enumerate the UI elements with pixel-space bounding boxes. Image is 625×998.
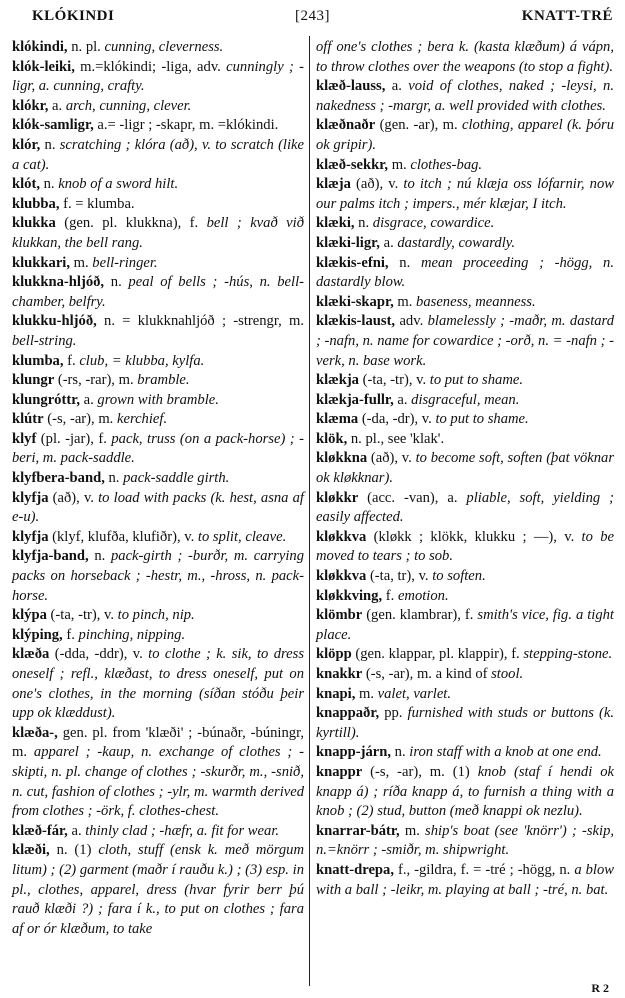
entry-definition: bell-string. [12,332,77,349]
signature-mark: R 2 [591,981,609,995]
header-left-guideword: KLÓKINDI [32,8,115,24]
entry-definition: kerchief. [116,411,168,428]
entry-headword: kløkkva [316,568,367,585]
dictionary-entry [316,822,614,861]
entry-grammar: n. [39,176,59,193]
dictionary-entry [316,587,614,607]
entry-headword: klókr, [12,97,49,114]
entry-definition: dastardly, cowardly. [397,234,516,251]
entry-grammar: (gen. klambrar), f. [362,607,478,624]
entry-headword: klungr [12,372,55,389]
entry-headword: klæði, [12,842,50,859]
dictionary-entry [316,156,614,176]
dictionary-entry [316,704,614,743]
entry-headword: knatt-drepa, [316,861,394,878]
entry-headword: klubba, [12,195,60,212]
dictionary-entry [316,685,614,705]
dictionary-entry [12,312,304,351]
entry-definition: club, = klubba, kylfa. [79,352,205,369]
entry-grammar: (acc. -van), a. [358,489,467,506]
entry-grammar: (kløkk ; klökk, klukku ; —), v. [366,528,582,545]
entry-grammar: (gen. -ar), m. [375,117,462,134]
entry-grammar: m. [393,293,417,310]
entry-grammar: m. [399,822,426,839]
entry-definition: to load with packs (k. hest, asna af e-u). [12,489,304,526]
entry-definition: furnished with studs or buttons (k. kyrtill). [316,705,614,741]
entry-headword: klæki, [316,215,355,232]
dictionary-entry [316,391,614,411]
entry-definition: blamelessly ; -maðr, m. dastard ; -nafn, n. name for cowardice ; -orð, n. = -nafn ; -verk, n. base work. [316,313,614,369]
entry-definition: to put to shame. [429,372,524,389]
entry-headword: klyfja-band, [12,548,89,565]
dictionary-entry [316,743,614,763]
dictionary-entry [12,195,304,215]
entry-headword: klót, [12,176,40,193]
entry-definition: bell ; kvað við klukkan, the bell rang. [12,215,304,251]
entry-grammar: a. [79,391,98,408]
entry-headword: knakkr [316,666,363,682]
entry-definition: smith's vice, fig. a tight place. [316,607,614,643]
entry-grammar: pp. [379,705,408,722]
entry-headword: klækja-fullr, [316,391,394,408]
dictionary-entry [12,528,304,548]
entry-definition: disgraceful, mean. [411,391,520,408]
dictionary-entry [316,234,614,254]
entry-grammar: (-s, -ar), m. [43,411,117,428]
entry-headword: klöpp [316,646,352,663]
dictionary-entry [316,371,614,391]
entry-headword: klukku-hljóð, [12,313,97,330]
dictionary-entry [316,175,614,214]
entry-headword: klukka [12,215,56,232]
dictionary-entry [12,547,304,606]
entry-definition: to soften. [432,568,486,585]
entry-grammar: (að), v. [367,450,416,467]
dictionary-entry [12,724,304,822]
entry-headword: klýpa [12,607,47,624]
entry-headword: knarrar-bátr, [316,822,400,839]
entry-grammar: n. [391,744,410,761]
dictionary-entry [12,273,304,312]
entry-definition: cunningly ; -ligr, a. cunning, crafty. [12,58,304,95]
dictionary-entry [316,410,614,430]
entry-headword: klumba, [12,352,64,369]
dictionary-entry [316,293,614,313]
entry-headword: klyfbera-band, [12,470,105,487]
entry-headword: klæki-skapr, [316,293,394,310]
entry-grammar: (-ta, tr), v. [366,568,433,585]
entry-headword: knapi, [316,685,356,702]
entry-definition: apparel ; -kaup, n. exchange of clothes ; -skipti, n. pl. change of clothes ; -skurðr, m., -snið, n. cut, fashion of clothes ; -ylr, m. warmth derived from clothes ; -örk, f. clothes-chest. [12,744,304,820]
entry-definition: clothes-bag. [410,156,483,173]
entry-headword: klömbr [316,607,363,624]
dictionary-entry [316,645,614,665]
entry-grammar: f., -gildra, f. = -tré ; -högg, n. [393,861,575,878]
entry-grammar: a.= -ligr ; -skapr, m. =klókindi. [93,117,279,134]
dictionary-entry [12,371,304,391]
entry-grammar: n. [388,254,421,271]
entry-headword: kløkkving, [316,587,383,604]
dictionary-entry [316,763,614,822]
entry-definition: to pinch, nip. [117,607,195,624]
dictionary-entry [316,116,614,155]
dictionary-entry [316,528,614,567]
dictionary-entry [316,430,614,450]
entry-definition: thinly clad ; -hæfr, a. fit for wear. [85,822,280,839]
entry-grammar: (gen. klappar, pl. klappir), f. [351,646,524,663]
entry-grammar: m.=klókindi; -liga, adv. [74,58,227,75]
entry-grammar: n. (1) [49,842,99,859]
dictionary-entry [12,214,304,253]
entry-grammar: f. [63,352,80,369]
entry-definition: bramble. [137,372,190,389]
entry-definition: a blow with a ball ; -leikr, m. playing at ball ; -tré, n. bat. [316,861,615,898]
entry-grammar: f. [62,626,79,643]
entry-definition: disgrace, cowardice. [372,215,495,232]
dictionary-entry [12,626,304,646]
dictionary-entry [12,391,304,411]
entry-headword: klækja [316,372,359,389]
entry-headword: kløkkva [316,528,367,545]
entry-definition: cloth, stuff (ensk k. með mörgum litum) ; (2) garment (maðr í rauðu k.) ; (3) esp. in pl., clothes, apparel, dress (hvar fyrir berr þú rauð klæði ?) ; fara í k., to put on clothes ; fara af or ór klæðum, to take [12,842,304,937]
entry-definition: bell-ringer. [92,254,158,271]
entry-grammar: n. pl. [67,39,105,55]
entry-grammar: (-ta, -tr), v. [46,607,118,624]
entry-definition: scratching ; klóra (að), v. to scratch (like a cat). [12,136,304,173]
dictionary-entry [12,469,304,489]
entry-headword: klukkna-hljóð, [12,274,105,291]
entry-definition: ship's boat (see 'knörr') ; -skip, n.=knörr ; -smiðr, m. shipwright. [316,822,615,859]
dictionary-entry [12,254,304,274]
entry-definition: void of clothes, naked ; -leysi, n. nakedness ; -margr, a. well provided with clothes. [316,78,614,114]
entry-definition: to become soft, soften (þat vöknar ok kløkknar). [316,450,614,487]
entry-grammar: a. [67,822,86,839]
dictionary-entry [316,214,614,234]
entry-grammar: (gen. pl. klukkna), f. [55,215,207,232]
entry-headword: knappr [316,763,363,780]
dictionary-entry [12,606,304,626]
entry-headword: knappaðr, [316,705,380,722]
left-column [12,38,304,939]
dictionary-entry [12,38,304,58]
dictionary-entry [12,175,304,195]
entry-headword: klungróttr, [12,391,80,408]
entry-headword: kløkkna [316,450,368,467]
entry-headword: klæða [12,646,50,663]
entry-headword: klæja [316,176,351,193]
entry-headword: klyfja [12,489,49,506]
entry-definition: emotion. [397,587,449,604]
entry-grammar: n. [88,548,111,565]
page-number: [243] [295,8,330,24]
entry-grammar: n. [354,215,373,232]
entry-headword: klyf [12,430,37,447]
entry-grammar: (að), v. [350,176,404,193]
entry-definition: valet, varlet. [377,685,452,702]
entry-grammar: n. [104,274,129,291]
entry-headword: klök, [316,430,348,447]
entry-grammar: f. [382,587,398,604]
dictionary-entry [12,430,304,469]
entry-definition: iron staff with a knob at one end. [409,744,602,761]
entry-definition: pack-saddle girth. [123,470,230,487]
entry-grammar: n. [40,136,60,153]
entry-definition: to clothe ; k. sik, to dress oneself ; refl., klæðast, to dress oneself, put on one's clothes, in the morning (síðan stóðu þeir upp ok klæddust). [12,646,304,722]
dictionary-entry [12,97,304,117]
entry-grammar: f. = klumba. [59,195,135,212]
entry-definition: stepping-stone. [523,646,613,663]
entry-grammar: (klyf, klufða, klufiðr), v. [48,528,198,545]
header-right-guideword: KNATT-TRÉ [521,8,613,24]
dictionary-entry [12,352,304,372]
entry-headword: klukkari, [12,254,70,271]
entry-headword: klútr [12,411,44,428]
entry-headword: klókindi, [12,39,68,55]
dictionary-entry [12,116,304,136]
entry-headword: klór, [12,136,41,153]
entry-grammar: (pl. -jar), f. [36,430,112,447]
dictionary-entry [12,822,304,842]
dictionary-entry [12,489,304,528]
entry-grammar: (-ta, -tr), v. [358,372,430,389]
entry-headword: klæki-ligr, [316,234,380,251]
right-column [316,38,614,900]
entry-headword: klækis-laust, [316,313,396,330]
entry-definition: off one's clothes ; bera k. (kasta klæðum) á vápn, to throw clothes over the weapons (to stop a fight). [316,39,614,75]
entry-definition: pliable, soft, yielding ; easily affected. [316,489,614,526]
entry-grammar: gen. pl. from 'klæði' ; -búnaðr, -búningr, m. [12,724,304,761]
entry-headword: klók-samligr, [12,117,94,134]
entry-headword: klæð-fár, [12,822,68,839]
entry-headword: klæðnaðr [316,117,376,134]
entry-definition: to split, cleave. [197,528,287,545]
entry-grammar: n. = klukknahljóð ; -strengr, m. [96,313,304,330]
entry-grammar: m. [355,685,378,702]
entry-definition: knob of a sword hilt. [58,176,179,193]
dictionary-entry [316,567,614,587]
entry-definition: to itch ; nú klæja oss lófarnir, now our palms itch ; impers., mér klæjar, I itch. [316,176,614,212]
dictionary-entry [316,254,614,293]
page-header [0,8,625,30]
entry-definition: cunning, cleverness. [104,39,224,55]
entry-grammar: (-rs, -rar), m. [54,372,138,389]
entry-grammar: m. [70,254,93,271]
entry-headword: klæma [316,411,359,428]
entry-headword: klók-leiki, [12,58,75,75]
entry-definition: clothing, apparel (k. þóru ok gripir). [316,117,614,153]
entry-definition: to be moved to tears ; to sob. [316,528,614,565]
dictionary-entry [12,841,304,939]
entry-grammar: n. [104,470,124,487]
entry-definition: grown with bramble. [97,391,219,408]
dictionary-entry [316,38,614,77]
dictionary-entry [316,665,614,685]
entry-definition: pack, truss (on a pack-horse) ; -beri, m. pack-saddle. [12,430,304,467]
entry-definition: baseness, meanness. [416,293,536,310]
dictionary-entry [316,606,614,645]
dictionary-entry [316,449,614,488]
entry-headword: kløkkr [316,489,359,506]
entry-grammar: (-s, -ar), m. a kind of [362,666,492,682]
dictionary-entry [316,861,614,900]
entry-definition: pack-girth ; -burðr, m. carrying packs on horseback ; -hestr, m., -hross, n. pack-horse. [12,548,304,604]
dictionary-entry [316,489,614,528]
dictionary-entry [12,136,304,175]
entry-definition: knob (staf í hendi ok knapp á) ; ríða knapp á, to furnish a thing with a knob ; (2) stud, button (með knappi ok nezlu). [316,763,614,820]
dictionary-entry [12,410,304,430]
entry-grammar: (-da, -dr), v. [358,411,436,428]
entry-grammar: (-s, -ar), m. (1) [362,763,478,780]
entry-grammar: adv. [395,313,428,330]
dictionary-entry [12,645,304,723]
entry-headword: klýping, [12,626,63,643]
entry-definition: peal of bells ; -hús, n. bell-chamber, belfry. [12,274,304,310]
entry-headword: klæð-sekkr, [316,156,389,173]
dictionary-entry [12,58,304,97]
entry-definition: to put to shame. [435,411,529,428]
entry-headword: knapp-járn, [316,744,392,761]
entry-grammar: a. [379,234,398,251]
entry-definition: stool. [491,666,524,682]
entry-headword: klæð-lauss, [316,78,386,95]
entry-headword: klyfja [12,528,49,545]
entry-grammar: n. pl., see 'klak'. [347,430,445,447]
entry-grammar: a. [385,78,409,95]
dictionary-entry [316,77,614,116]
entry-definition: pinching, nipping. [78,626,186,643]
entry-grammar: m. [388,156,411,173]
entry-definition: mean proceeding ; -högg, n. dastardly blow. [316,254,614,291]
dictionary-entry [316,312,614,371]
entry-definition: arch, cunning, clever. [65,97,192,114]
entry-grammar: a. [393,391,412,408]
entry-headword: klæða-, [12,724,58,741]
column-divider [309,36,310,986]
entry-grammar: (-dda, -ddr), v. [49,646,149,663]
entry-grammar: (að), v. [48,489,99,506]
entry-headword: klækis-efni, [316,254,389,271]
entry-grammar: a. [48,97,66,114]
